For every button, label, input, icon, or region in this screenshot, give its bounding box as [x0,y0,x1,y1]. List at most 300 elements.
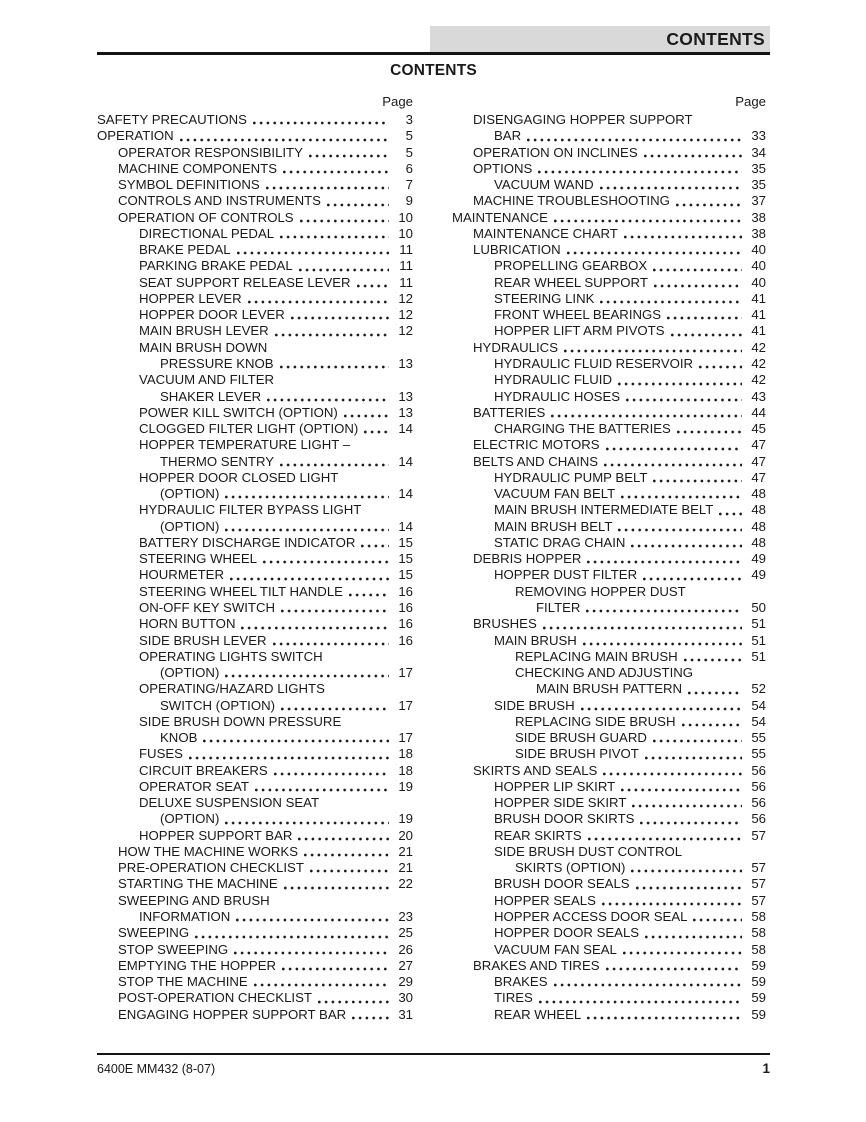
page-header-band [430,26,770,52]
toc-entry [452,600,766,616]
dot-leader [234,951,389,955]
toc-entry [97,893,413,909]
dot-leader [225,821,389,825]
dot-leader [677,430,742,434]
toc-entry [97,291,413,307]
toc-entry-text: HYDRAULIC PUMP BELT [494,469,648,485]
toc-entry-page: 18 [398,746,413,762]
toc-entry-text: HORN BUTTON [139,616,236,632]
toc-entry-text: OPERATION OF CONTROLS [118,209,294,225]
toc-entry-text: HOPPER LIFT ARM PIVOTS [494,323,665,339]
toc-entry [452,958,766,974]
toc-entry-page: 42 [751,339,766,355]
toc-entry [97,1007,413,1023]
dot-leader [254,983,389,987]
toc-entry [97,177,413,193]
toc-entry-text: HYDRAULICS [473,339,559,355]
toc-entry-page: 21 [398,843,413,859]
toc-entry-text: ENGAGING HOPPER SUPPORT BAR [118,1006,347,1022]
toc-entry [97,486,413,502]
toc-entry [452,844,766,860]
toc-entry-text: (OPTION) [160,811,220,827]
toc-entry-text: HOPPER SEALS [494,892,596,908]
toc-entry-page: 56 [751,762,766,778]
dot-leader [653,268,742,272]
toc-entry-text: CHARGING THE BATTERIES [494,421,671,437]
dot-leader [284,886,389,890]
toc-entry-text: HOPPER DUST FILTER [494,567,638,583]
toc-entry [452,112,766,128]
toc-entry-page: 38 [751,209,766,225]
toc-entry-page: 15 [398,551,413,567]
toc-entry [97,844,413,860]
dot-leader [587,1016,742,1020]
toc-entry-text: MACHINE COMPONENTS [118,160,277,176]
toc-entry-page: 22 [398,876,413,892]
toc-entry [97,828,413,844]
dot-leader [624,235,742,239]
dot-leader [248,300,389,304]
toc-entry-page: 35 [751,177,766,193]
toc-entry-text: SEAT SUPPORT RELEASE LEVER [139,274,351,290]
toc-entry [452,876,766,892]
toc-entry-text: CLOGGED FILTER LIGHT (OPTION) [139,421,359,437]
toc-entry [452,242,766,258]
footer-rule [97,1053,770,1055]
toc-entry [97,763,413,779]
toc-entry-text: HOPPER DOOR SEALS [494,925,640,941]
toc-entry-page: 49 [751,551,766,567]
toc-entry [97,421,413,437]
toc-entry [97,372,413,388]
dot-leader [676,203,742,207]
toc-entry-text: BRAKE PEDAL [139,242,231,258]
dot-leader [237,251,389,255]
dot-leader [551,414,742,418]
toc-entry-text: BRUSHES [473,616,537,632]
toc-entry-text: INFORMATION [139,909,231,925]
toc-entry [452,535,766,551]
header-rule [97,52,770,55]
toc-entry-text: HOW THE MACHINE WORKS [118,843,298,859]
toc-entry [97,242,413,258]
toc-entry-page: 16 [398,616,413,632]
dot-leader [684,658,742,662]
toc-entry-text: OPTIONS [473,160,533,176]
toc-entry [97,942,413,958]
toc-entry [97,600,413,616]
page-column-header-left: Page [382,94,413,109]
dot-leader [600,300,742,304]
toc-entry-text: SKIRTS AND SEALS [473,762,598,778]
toc-entry [452,795,766,811]
dot-leader [364,430,389,434]
toc-entry-text: PROPELLING GEARBOX [494,258,648,274]
dot-leader [280,235,389,239]
toc-entry-text: SHAKER LEVER [160,388,262,404]
toc-entry-page: 16 [398,632,413,648]
toc-entry [97,795,413,811]
toc-entry-text: SWITCH (OPTION) [160,697,276,713]
toc-entry [452,681,766,697]
dot-leader [600,186,742,190]
toc-entry [452,665,766,681]
toc-entry [97,145,413,161]
dot-leader [682,723,743,727]
toc-entry-page: 48 [751,534,766,550]
toc-entry [97,258,413,274]
toc-entry-text: SKIRTS (OPTION) [515,860,626,876]
toc-entry-text: (OPTION) [160,518,220,534]
toc-entry-text: BRAKES [494,974,548,990]
toc-entry [452,763,766,779]
toc-entry-page: 58 [751,909,766,925]
toc-entry-page: 41 [751,323,766,339]
dot-leader [281,707,389,711]
toc-entry [97,502,413,518]
toc-entry [97,665,413,681]
toc-entry [452,746,766,762]
dot-leader [225,528,389,532]
toc-entry-page: 12 [398,290,413,306]
dot-leader [203,739,389,743]
toc-entry-text: BATTERIES [473,404,546,420]
footer [97,1061,770,1076]
dot-leader [283,170,389,174]
toc-entry-text: HOPPER SUPPORT BAR [139,827,293,843]
dot-leader [266,186,389,190]
toc-column-right [452,112,766,1023]
toc-entry [97,925,413,941]
toc-entry-text: SYMBOL DEFINITIONS [118,177,260,193]
toc-entry [97,405,413,421]
toc-entry-page: 55 [751,746,766,762]
toc-entry [97,340,413,356]
toc-entry-text: SIDE BRUSH DUST CONTROL [494,843,683,859]
dot-leader [300,219,389,223]
dot-leader [298,837,389,841]
dot-leader [654,284,742,288]
toc-entry [452,356,766,372]
toc-entry-text: DEBRIS HOPPER [473,551,582,567]
toc-entry-text: KNOB [160,730,198,746]
dot-leader [636,886,742,890]
toc-entry [452,730,766,746]
toc-entry-page: 55 [751,730,766,746]
toc-entry-text: REAR WHEEL [494,1006,582,1022]
toc-entry-page: 59 [751,957,766,973]
dot-leader [281,609,389,613]
toc-entry [97,649,413,665]
toc-entry-text: EMPTYING THE HOPPER [118,957,277,973]
toc-entry-text: REPLACING MAIN BRUSH [515,648,678,664]
toc-entry [97,307,413,323]
toc-entry-page: 57 [751,876,766,892]
dot-leader [671,333,743,337]
toc-entry [97,811,413,827]
toc-entry-page: 42 [751,355,766,371]
toc-entry [452,323,766,339]
header-section-label: CONTENTS [666,28,765,49]
dot-leader [623,951,742,955]
toc-entry [452,128,766,144]
toc-entry-page: 57 [751,827,766,843]
toc-entry-page: 48 [751,502,766,518]
toc-entry-page: 42 [751,372,766,388]
toc-entry [452,974,766,990]
toc-entry [97,112,413,128]
dot-leader [618,382,742,386]
toc-entry-page: 10 [398,209,413,225]
toc-entry-text: BRAKES AND TIRES [473,957,600,973]
toc-entry [97,779,413,795]
dot-leader [327,203,389,207]
page-column-header-right: Page [735,94,766,109]
toc-entry-page: 17 [398,665,413,681]
dot-leader [236,918,389,922]
dot-leader [275,333,389,337]
toc-entry-text: SIDE BRUSH LEVER [139,632,267,648]
toc-entry-text: STATIC DRAG CHAIN [494,534,626,550]
toc-entry-text: HYDRAULIC HOSES [494,388,621,404]
toc-entry-page: 56 [751,795,766,811]
toc-entry-text: VACUUM AND FILTER [139,372,275,388]
toc-entry [452,860,766,876]
toc-entry-page: 7 [405,177,413,193]
toc-entry [452,421,766,437]
toc-entry-text: STARTING THE MACHINE [118,876,278,892]
dot-leader [241,626,389,630]
dot-leader [280,463,389,467]
toc-entry [452,567,766,583]
toc-entry-text: THERMO SENTRY [160,453,275,469]
toc-entry-text: OPERATING LIGHTS SWITCH [139,648,323,664]
toc-entry-page: 14 [398,453,413,469]
dot-leader [606,967,742,971]
toc-entry [452,925,766,941]
dot-leader [645,935,742,939]
dot-leader [352,1016,389,1020]
toc-entry [452,258,766,274]
toc-entry-text: POWER KILL SWITCH (OPTION) [139,404,338,420]
dot-leader [344,414,389,418]
toc-entry-page: 33 [751,128,766,144]
toc-entry [97,681,413,697]
page-title: CONTENTS [390,62,477,79]
toc-entry-text: OPERATOR SEAT [139,778,249,794]
toc-entry-page: 29 [398,974,413,990]
toc-entry [97,519,413,535]
dot-leader [280,365,389,369]
toc-entry-page: 5 [405,128,413,144]
toc-entry [97,275,413,291]
toc-entry-page: 25 [398,925,413,941]
toc-entry-text: SWEEPING AND BRUSH [118,892,270,908]
toc-entry [452,811,766,827]
toc-entry-page: 58 [751,925,766,941]
toc-entry-page: 59 [751,1006,766,1022]
toc-entry-text: HYDRAULIC FILTER BYPASS LIGHT [139,502,362,518]
dot-leader [180,138,389,142]
toc-entry-text: PARKING BRAKE PEDAL [139,258,293,274]
toc-entry [97,210,413,226]
toc-entry-page: 51 [751,616,766,632]
dot-leader [318,1000,389,1004]
toc-entry [97,909,413,925]
toc-entry-text: SIDE BRUSH GUARD [515,730,647,746]
dot-leader [291,316,389,320]
toc-entry-text: BRUSH DOOR SKIRTS [494,811,635,827]
toc-entry-text: HYDRAULIC FLUID RESERVOIR [494,355,694,371]
toc-entry [97,584,413,600]
toc-entry [452,210,766,226]
dot-leader [349,593,389,597]
toc-entry-text: CHECKING AND ADJUSTING [515,665,694,681]
dot-leader [189,756,389,760]
toc-entry-text: PRESSURE KNOB [160,355,274,371]
toc-entry [97,437,413,453]
toc-entry-text: MAIN BRUSH LEVER [139,323,269,339]
dot-leader [539,1000,742,1004]
dot-leader [621,495,742,499]
toc-entry [452,340,766,356]
toc-entry-page: 13 [398,404,413,420]
toc-entry-text: REAR SKIRTS [494,827,582,843]
toc-entry-text: BRUSH DOOR SEALS [494,876,630,892]
toc-entry-text: OPERATION [97,128,174,144]
dot-leader [583,642,742,646]
dot-leader [653,479,742,483]
toc-entry [452,291,766,307]
toc-entry [452,372,766,388]
dot-leader [667,316,742,320]
toc-entry [97,161,413,177]
dot-leader [699,365,742,369]
toc-entry-text: HOPPER TEMPERATURE LIGHT – [139,437,351,453]
dot-leader [719,512,742,516]
dot-leader [653,739,742,743]
toc-entry-text: HOPPER DOOR CLOSED LIGHT [139,469,339,485]
toc-entry-page: 54 [751,713,766,729]
toc-entry-text: SIDE BRUSH DOWN PRESSURE [139,713,342,729]
toc-entry [452,486,766,502]
toc-entry [452,226,766,242]
toc-entry-text: SWEEPING [118,925,190,941]
toc-entry-text: LUBRICATION [473,242,561,258]
toc-entry-page: 47 [751,469,766,485]
toc-entry-page: 17 [398,697,413,713]
dot-leader [554,983,742,987]
toc-entry-text: MAIN BRUSH PATTERN [536,681,683,697]
toc-entry-text: HOURMETER [139,567,224,583]
toc-entry-text: PRE-OPERATION CHECKLIST [118,860,304,876]
toc-entry-page: 13 [398,388,413,404]
toc-entry-page: 14 [398,518,413,534]
toc-entry-page: 58 [751,941,766,957]
dot-leader [631,869,742,873]
toc-entry-text: ELECTRIC MOTORS [473,437,600,453]
toc-entry-page: 56 [751,778,766,794]
toc-entry-page: 19 [398,778,413,794]
toc-entry-text: OPERATION ON INCLINES [473,144,638,160]
toc-entry-page: 16 [398,583,413,599]
toc-entry [97,746,413,762]
toc-entry-page: 59 [751,990,766,1006]
dot-leader [255,788,389,792]
toc-entry [452,698,766,714]
dot-leader [225,674,389,678]
dot-leader [538,170,742,174]
dot-leader [274,772,389,776]
toc-entry [452,193,766,209]
toc-entry-page: 11 [399,258,413,274]
toc-entry-page: 48 [751,486,766,502]
toc-entry-text: REMOVING HOPPER DUST [515,583,686,599]
dot-leader [554,219,742,223]
toc-entry-page: 26 [398,941,413,957]
toc-entry-text: DIRECTIONAL PEDAL [139,225,275,241]
toc-entry-page: 23 [398,909,413,925]
toc-entry [97,454,413,470]
toc-column-left [97,112,413,1023]
dot-leader [299,268,389,272]
toc-entry [452,584,766,600]
toc-entry-page: 52 [751,681,766,697]
toc-entry-text: REPLACING SIDE BRUSH [515,713,676,729]
dot-leader [688,691,742,695]
toc-entry [452,909,766,925]
toc-entry-page: 13 [398,355,413,371]
toc-entry [452,389,766,405]
dot-leader [587,560,742,564]
toc-entry-text: HYDRAULIC FLUID [494,372,612,388]
toc-entry-text: MAINTENANCE CHART [473,225,618,241]
dot-leader [564,349,742,353]
toc-entry-page: 11 [399,242,413,258]
dot-leader [632,804,742,808]
toc-entry-text: DISENGAGING HOPPER SUPPORT [473,112,693,127]
toc-entry-page: 18 [398,762,413,778]
dot-leader [588,837,742,841]
toc-entry-text: MAIN BRUSH BELT [494,518,613,534]
dot-leader [267,398,389,402]
toc-entry-text: (OPTION) [160,486,220,502]
toc-entry-text: BATTERY DISCHARGE INDICATOR [139,534,356,550]
dot-leader [567,251,742,255]
toc-entry-text: DELUXE SUSPENSION SEAT [139,795,320,811]
toc-entry-page: 47 [751,453,766,469]
toc-entry-text: MAINTENANCE [452,209,548,225]
toc-entry-page: 48 [751,518,766,534]
toc-entry-page: 40 [751,258,766,274]
dot-leader [230,577,389,581]
toc-entry [97,974,413,990]
toc-entry-text: FUSES [139,746,183,762]
toc-entry [452,616,766,632]
toc-entry-text: CONTROLS AND INSTRUMENTS [118,193,321,209]
toc-entry-text: HOPPER LIP SKIRT [494,778,616,794]
toc-entry [452,942,766,958]
toc-entry [97,470,413,486]
toc-entry-page: 20 [398,827,413,843]
dot-leader [604,463,742,467]
toc-entry-page: 15 [398,567,413,583]
dot-leader [693,918,742,922]
toc-entry-page: 47 [751,437,766,453]
toc-entry [452,177,766,193]
dot-leader [640,821,742,825]
toc-entry [452,893,766,909]
